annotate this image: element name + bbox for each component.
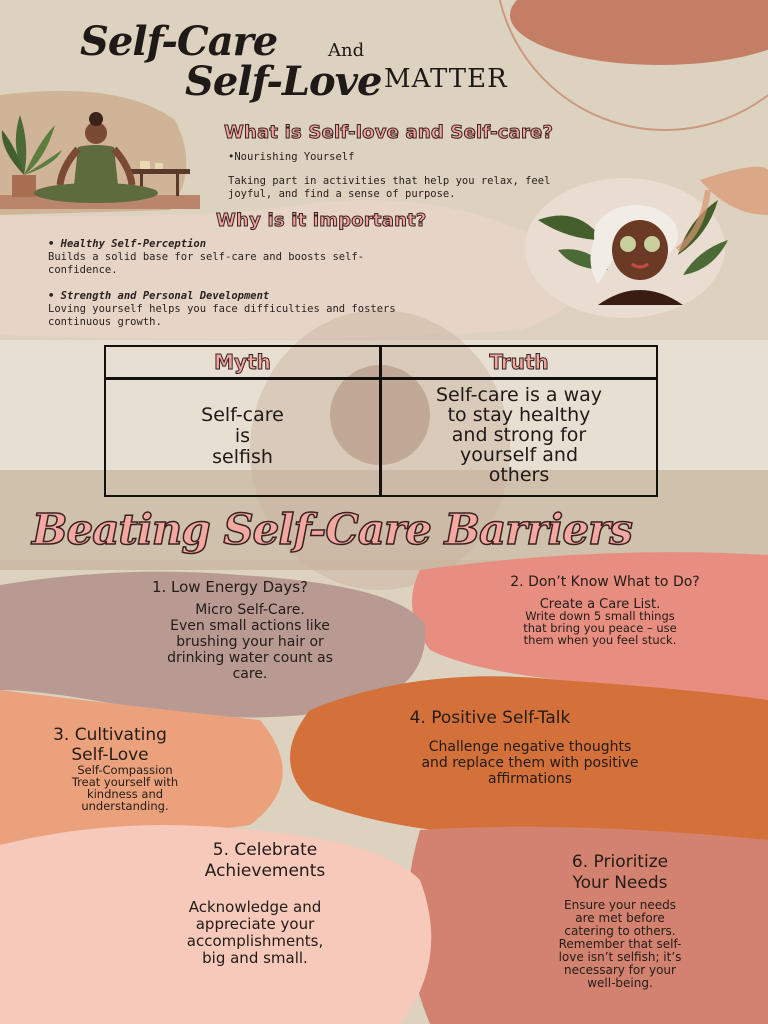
barrier-2-title: 2. Don’t Know What to Do? — [510, 574, 700, 590]
barrier-5-line: appreciate your — [195, 915, 315, 933]
barrier-5-line: Acknowledge and — [188, 898, 322, 916]
what-bullet: •Nourishing Yourself — [228, 151, 355, 163]
barrier-6-body — [515, 899, 725, 990]
barrier-3-body — [40, 764, 210, 812]
barrier-6-title-line: Your Needs — [572, 873, 668, 893]
what-heading: What is Self-love and Self-care? — [224, 122, 554, 143]
why-heading: Why is it important? — [216, 210, 427, 231]
barrier-6-line: are met before — [575, 911, 665, 925]
barrier-1-line: drinking water count as — [167, 650, 333, 666]
barrier-2-line: Write down 5 small things — [525, 609, 675, 623]
barrier-5-title — [155, 840, 375, 882]
why-point-2-line1: Loving yourself helps you face difficulties and fosters — [48, 303, 396, 315]
barrier-5-title-line: 5. Celebrate — [212, 840, 318, 860]
barrier-1-line: brushing your hair or — [176, 634, 324, 650]
title-matter: MATTER — [384, 64, 508, 94]
title-line2: Self-Love — [185, 58, 382, 105]
why-point-2-title: • Strength and Personal Development — [48, 290, 270, 302]
myth-body — [106, 405, 379, 468]
barrier-5-title-line: Achievements — [204, 861, 326, 881]
barrier-6-line: catering to others. — [564, 924, 676, 938]
barrier-4-title: 4. Positive Self-Talk — [409, 708, 571, 728]
barrier-2-body — [465, 610, 735, 646]
barrier-6-line: well-being. — [587, 976, 653, 990]
barrier-3-line: Self-Compassion — [77, 763, 173, 777]
barrier-2-line: that bring you peace – use — [523, 621, 677, 635]
why-point-1-line1: Builds a solid base for self-care and boosts self- — [48, 251, 365, 263]
barrier-6-title — [515, 852, 725, 894]
meditating-woman-illustration — [0, 105, 200, 215]
barrier-5-line: accomplishments, — [186, 932, 324, 950]
barrier-4-body — [330, 739, 730, 787]
barrier-3-title — [20, 725, 200, 765]
barrier-5-line: big and small. — [202, 949, 308, 967]
barrier-1-line: Even small actions like — [170, 618, 330, 634]
title-line1: Self-Care — [80, 18, 278, 65]
face-mask-woman-illustration — [528, 190, 738, 305]
truth-line: Self-care is a way — [435, 384, 603, 406]
barrier-1-body — [60, 618, 440, 682]
barrier-6-line: Remember that self- — [558, 937, 682, 951]
barrier-4-line: and replace them with positive — [421, 755, 639, 771]
why-point-1-title: • Healthy Self-Perception — [48, 238, 207, 250]
truth-line: to stay healthy — [447, 404, 591, 426]
barrier-3-line: Treat yourself with — [71, 775, 179, 789]
myth-line: is — [234, 425, 251, 447]
barrier-6-title-line: 6. Prioritize — [571, 852, 669, 872]
barrier-3-title-line: 3. Cultivating — [53, 725, 167, 745]
barrier-3-line: understanding. — [81, 799, 169, 813]
myth-truth-table — [104, 345, 658, 497]
truth-line: and strong for — [451, 424, 587, 446]
barrier-6-line: love isn’t selfish; it’s — [558, 950, 682, 964]
truth-line: others — [488, 464, 550, 486]
barrier-2-line: them when you feel stuck. — [523, 633, 677, 647]
barrier-1-title: 1. Low Energy Days? — [151, 578, 309, 596]
myth-line: selfish — [212, 446, 273, 468]
why-point-1-line2: confidence. — [48, 264, 118, 276]
barriers-title: Beating Self-Care Barriers — [32, 505, 632, 554]
table-horizontal-divider — [106, 377, 656, 380]
truth-line: yourself and — [459, 444, 579, 466]
what-desc-line1: Taking part in activities that help you relax, feel — [228, 175, 551, 187]
barrier-3-title-line: Self-Love — [71, 745, 149, 765]
truth-header: Truth — [489, 350, 549, 374]
barrier-4-line: Challenge negative thoughts — [428, 739, 632, 755]
barrier-5-body — [130, 899, 380, 967]
barrier-6-line: necessary for your — [564, 963, 676, 977]
barrier-6-line: Ensure your needs — [564, 898, 676, 912]
what-desc-line2: joyful, and find a sense of purpose. — [228, 188, 456, 200]
title-and: And — [328, 40, 365, 61]
myth-line: Self-care — [201, 404, 284, 426]
truth-body — [382, 385, 656, 485]
barrier-3-line: kindness and — [86, 787, 164, 801]
barrier-2-sub: Create a Care List. — [539, 597, 661, 612]
barrier-1-sub: Micro Self-Care. — [195, 602, 305, 618]
barrier-1-line: care. — [232, 666, 268, 682]
why-point-2-line2: continuous growth. — [48, 316, 162, 328]
barrier-4-line: affirmations — [488, 771, 572, 787]
myth-header: Myth — [214, 350, 271, 374]
